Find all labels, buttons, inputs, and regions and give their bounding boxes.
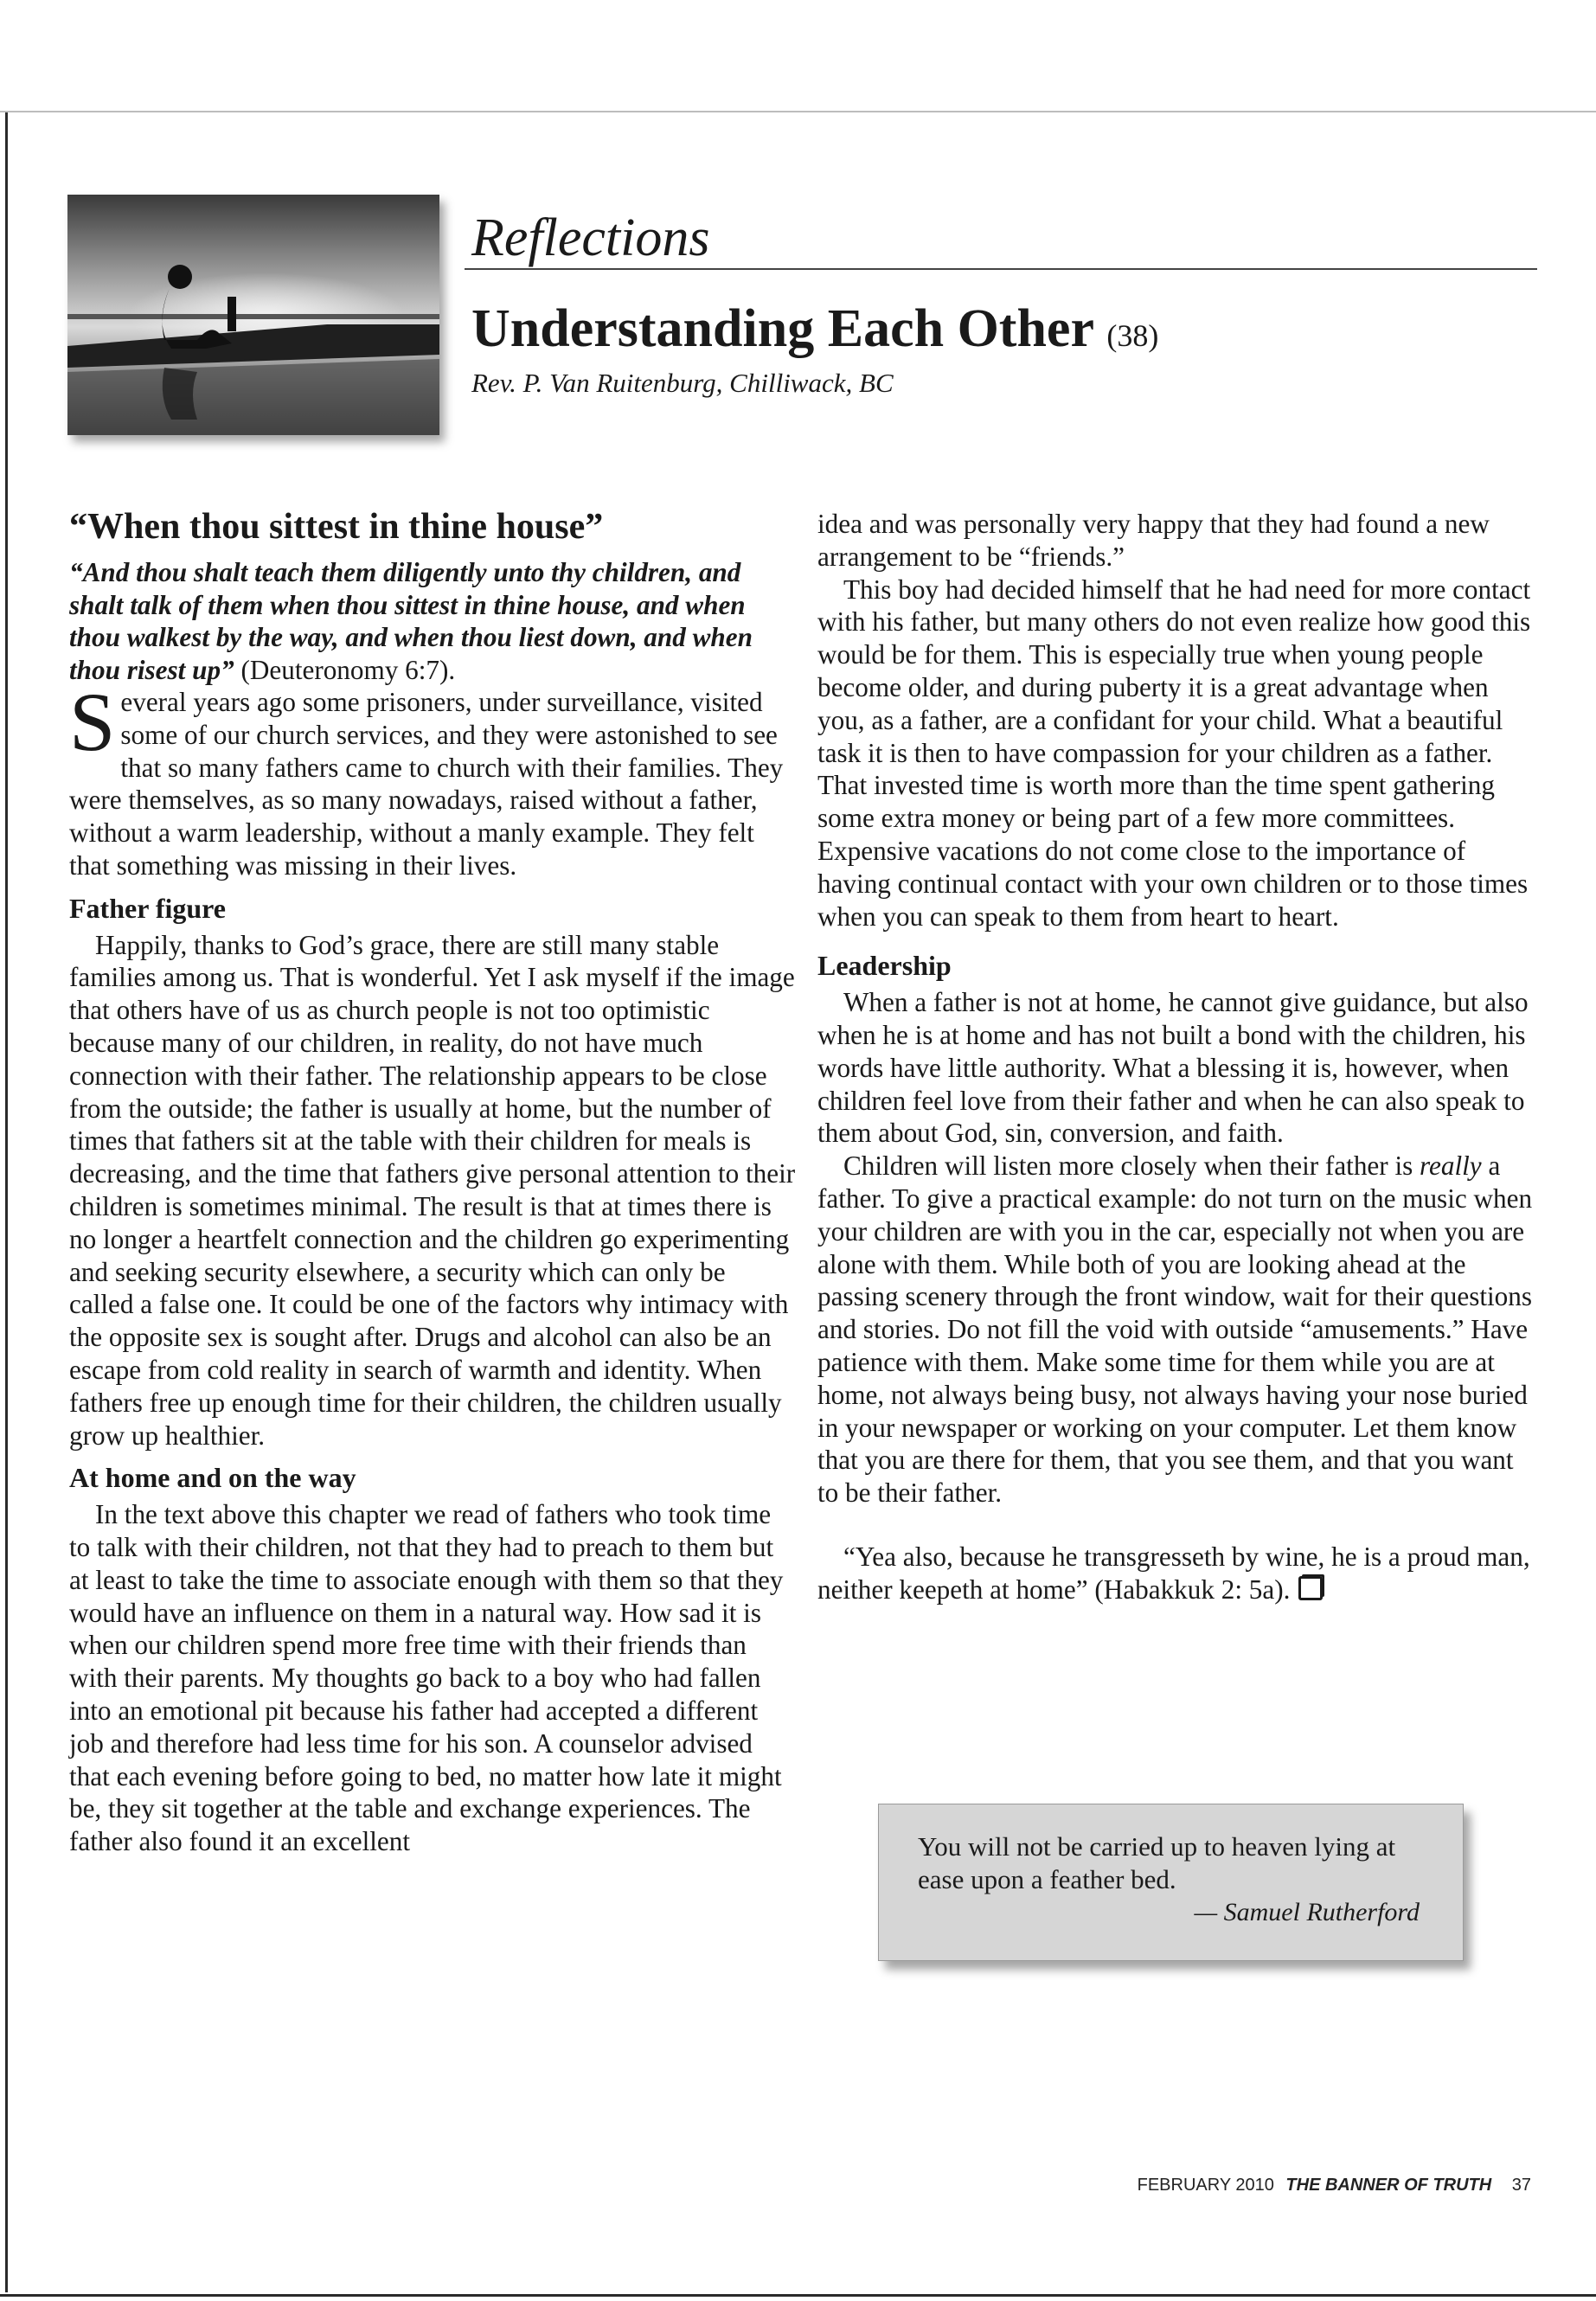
page-footer: [1138, 2176, 1531, 2195]
article-title-text: Understanding Each Other: [471, 299, 1093, 358]
intro-quote-ref: (Deuteronomy 6:7).: [234, 654, 456, 685]
article-title: [471, 298, 1158, 360]
paragraph: In the text above this chapter we read of fathers who took time to talk with their children, not that they had to preach to them but at least to take the time to associate enough with them so that they would have an influence on them in a natural way. How sad it is when our children spend more free time with their friends than with their parents. My thoughts go back to a boy who had fallen into an emotional pit because his father had accepted a different job and therefore had less time for his son. A counselor advised that each evening before going to bed, no matter how late it might be, they sit together at the table and exchange experiences. The father also found it an excellent: [69, 1499, 784, 1857]
left-column: [69, 506, 796, 1858]
intro-quote-text: “And thou shalt teach them diligently unto thy children, and shalt talk of them when thou sittest in thine house, and when thou walkest by the way, and when thou liest down, and when thou risest up”: [69, 557, 753, 685]
paragraph: idea and was personally very happy that they had found a new arrangement to be “friends.”: [817, 509, 1490, 572]
end-mark-icon: [1298, 1576, 1323, 1600]
section-title: Reflections: [471, 208, 710, 267]
intro-heading: “When thou sittest in thine house”: [69, 507, 604, 547]
footer-page-number: 37: [1511, 2176, 1531, 2195]
page-top-rule: [0, 111, 1596, 112]
article-number: (38): [1106, 318, 1159, 353]
paragraph-text: a father. To give a practical example: do not turn on the music when your children are with you in the car, especially not when you are alone with them. While both of you are looking ahead at the passing scenery through the front window, wait for their questions and stories. Do not fill the void with outside “amusements.” Have patience with them. Make some time for them while you are at home, not always being busy, not always having your nose buried in your newspaper or working on your computer. Let them know that you are there for them, that you see them, and that you want to be their father.: [817, 1150, 1533, 1509]
emphasis-text: really: [1420, 1150, 1482, 1182]
intro-quote: [69, 556, 796, 686]
paragraph: [69, 676, 796, 882]
quote-box-author: — Samuel Rutherford: [1194, 1898, 1420, 1926]
paragraph: Happily, thanks to God’s grace, there are still many stable families among us. That is wonderful. Yet I ask myself if the image that others have of us as church people is not too optimistic because many of our children, in reality, do not have much connection with their father. The relationship appears to be close from the outside; the father is usually at home, but the number of times that fathers sit at the table with their children for meals is decreasing, and the time that fathers give personal attention to their children is sometimes minimal. The result is that at times there is no longer a heartfelt connection and the children go experimenting and seeking security elsewhere, a security which can only be called a false one. It could be one of the factors why intimacy with the opposite sex is sought after. Drugs and alcohol can also be an escape from cold reality in search of warmth and identity. When fathers free up enough time for their children, the children usually grow up healthier.: [69, 929, 796, 1451]
quote-box-text: You will not be carried up to heaven lying at ease upon a feather bed.: [918, 1831, 1396, 1894]
page-bottom-edge: [0, 2294, 1596, 2297]
paragraph: [817, 1150, 1535, 1509]
quote-box: [878, 1804, 1464, 1961]
closing-verse-text: “Yea also, because he transgresseth by wine, he is a proud man, neither keepeth at home” (Habakkuk 2: 5a).: [817, 1541, 1530, 1605]
page-left-edge: [5, 112, 8, 2292]
paragraph: When a father is not at home, he cannot give guidance, but also when he is at home and has not built a bond with the children, his words have little authority. What a blessing it is, however, when children feel love from their father and when he can also speak to them about God, sin, conversion, and faith.: [817, 987, 1529, 1149]
paragraph: This boy had decided himself that he had need for more contact with his father, but many others do not even realize how good this would be for them. This is especially true when young people become older, and during puberty it is a great advantage when you, as a father, are a confidant for your child. What a beautiful task it is then to have compassion for your children as a father. That invested time is worth more than the time spent gathering some extra money or being part of a few more committees. Expensive vacations do not come close to the importance of having continual contact with your own children or to those times when you can speak to them from heart to heart.: [817, 574, 1531, 932]
footer-date: FEBRUARY 2010: [1137, 2176, 1274, 2195]
drop-cap: S: [69, 676, 116, 768]
paragraph-text: Children will listen more closely when their father is: [843, 1150, 1420, 1182]
section-rule: [465, 268, 1537, 270]
paragraph-text: everal years ago some prisoners, under surveillance, visited some of our church services, and they were astonished to see that so many fathers came to church with their families. They were themselves, as so many nowadays, raised without a father, without a warm leadership, without a manly example. They felt that something was missing in their lives.: [69, 687, 784, 881]
subhead-leadership: Leadership: [817, 950, 952, 982]
subhead-father-figure: Father figure: [69, 892, 226, 924]
subhead-at-home: At home and on the way: [69, 1462, 356, 1494]
closing-verse: [817, 1541, 1535, 1606]
header-photo: [67, 195, 439, 435]
footer-magazine: THE BANNER OF TRUTH: [1285, 2176, 1492, 2195]
byline: Rev. P. Van Ruitenburg, Chilliwack, BC: [471, 368, 894, 398]
right-column: [817, 508, 1535, 1606]
